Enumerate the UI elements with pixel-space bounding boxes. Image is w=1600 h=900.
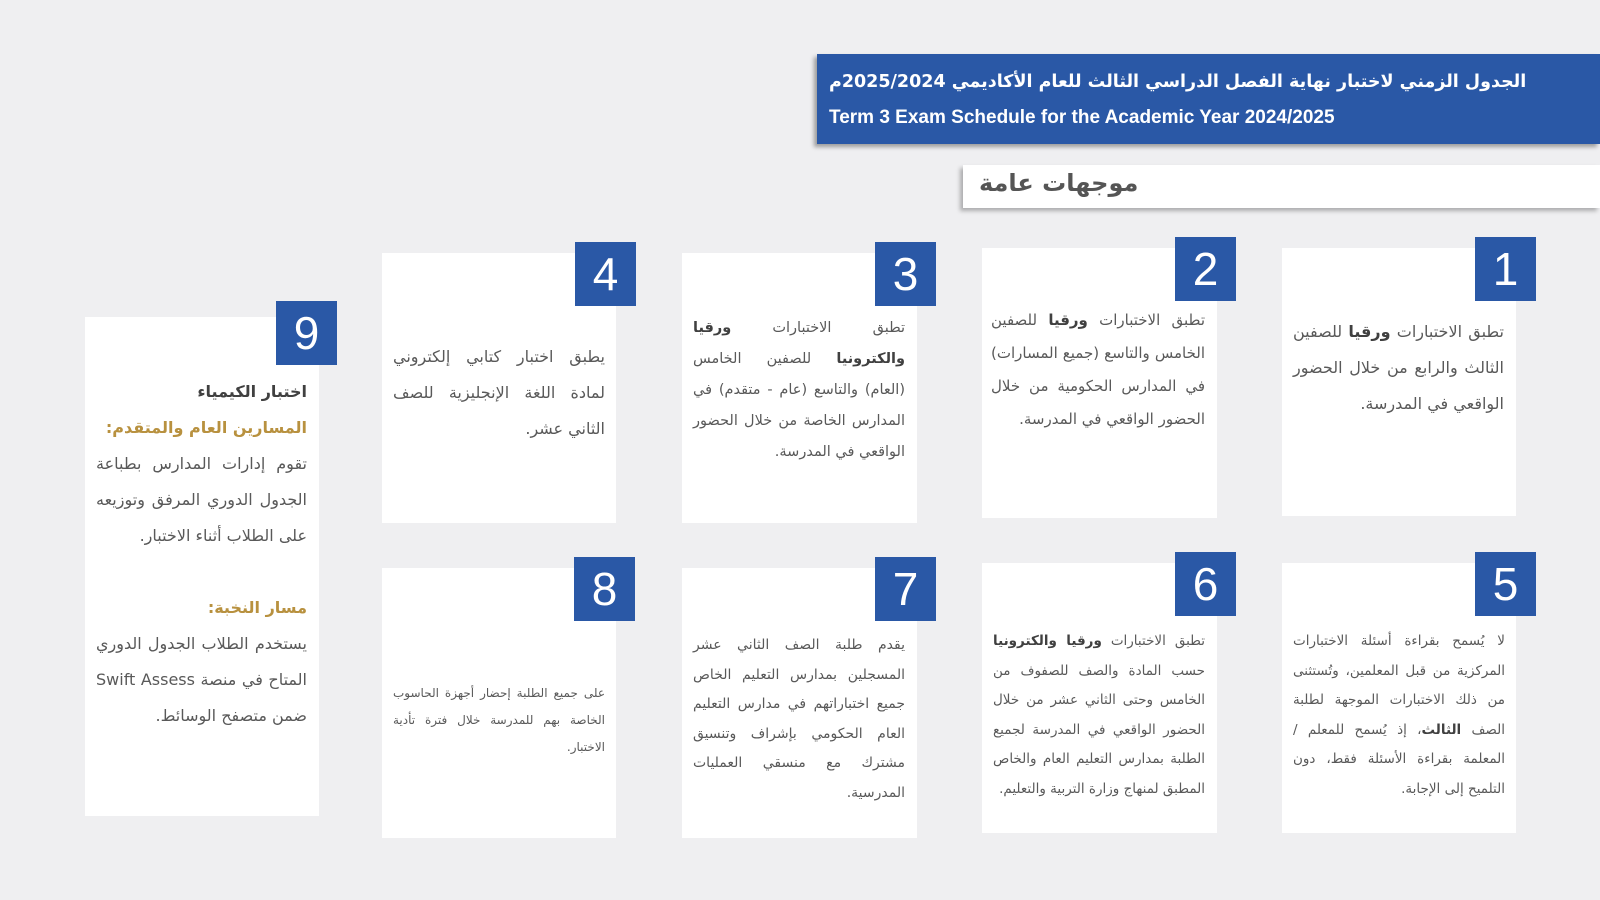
card-9-paragraph-1: تقوم إدارات المدارس بطباعة الجدول الدوري المرفق وتوزيعه على الطلاب أثناء الاختبار. (96, 454, 307, 545)
card-5-bold: الثالث (1421, 721, 1462, 738)
card-1-text-b: للصفين الثالث والرابع من خلال الحضور الواقعي في المدرسة. (1293, 322, 1504, 413)
title-banner (817, 54, 1600, 144)
card-6-text-b: حسب المادة والصف للصفوف من الخامس وحتى الثاني عشر من خلال الحضور الواقعي في المدرسة لجميع الطلبة بمدارس التعليم العام والخاص المطبق لمنهاج وزارة التربية والتعليم. (993, 662, 1205, 797)
card-text-8 (393, 680, 605, 761)
card-3-text-a: تطبق الاختبارات (731, 320, 905, 336)
card-number-8: 8 (574, 557, 635, 621)
card-8-text: على جميع الطلبة إحضار أجهزة الحاسوب الخاصة بهم للمدرسة خلال فترة تأدية الاختبار. (393, 686, 605, 754)
card-number-2: 2 (1175, 237, 1236, 301)
card-number-1: 1 (1475, 237, 1536, 301)
card-number-6: 6 (1175, 552, 1236, 616)
card-9-heading: اختبار الكيمياء (197, 382, 307, 401)
card-9-subheading-general: المسارين العام والمتقدم: (105, 418, 307, 437)
card-text-3 (693, 313, 905, 468)
card-5-text-b: ، إذ يُسمح للمعلم / المعلمة بقراءة الأسئلة فقط، دون التلميح إلى الإجابة. (1293, 721, 1505, 797)
card-2-text-b: للصفين الخامس والتاسع (جميع المسارات) في المدارس الحكومية من خلال الحضور الواقعي في المدرسة. (991, 311, 1205, 428)
card-1-bold: ورقيا (1348, 322, 1391, 341)
card-text-6 (993, 627, 1205, 804)
card-9-subheading-elite: مسار النخبة: (207, 598, 307, 617)
section-heading: موجهات عامة (979, 169, 1139, 197)
card-9-spacer (96, 554, 307, 590)
card-number-9: 9 (276, 301, 337, 365)
card-7-text: يقدم طلبة الصف الثاني عشر المسجلين بمدارس التعليم الخاص جميع اختباراتهم في مدارس التعليم العام الحكومي بإشراف وتنسيق مشترك مع منسقي العمليات المدرسية. (693, 637, 905, 801)
card-text-4 (393, 339, 605, 447)
card-number-4: 4 (575, 242, 636, 306)
title-arabic: الجدول الزمني لاختبار نهاية الفصل الدراسي الثالث للعام الأكاديمي 2025/2024م (829, 72, 1527, 92)
title-english: Term 3 Exam Schedule for the Academic Year 2024/2025 (829, 107, 1335, 128)
card-6-text-a: تطبق الاختبارات (1101, 633, 1205, 649)
card-3-bold: ورقيا والكترونيا (693, 320, 905, 367)
card-5-text-a: لا يُسمح بقراءة أسئلة الاختبارات المركزية من قبل المعلمين، وتُستثنى من ذلك الاختبارات الموجهة لطلبة الصف (1293, 633, 1505, 738)
card-text-2 (991, 304, 1205, 436)
card-text-7 (693, 631, 905, 808)
card-2-text-a: تطبق الاختبارات (1087, 311, 1205, 329)
card-number-5: 5 (1475, 552, 1536, 616)
section-heading-box (963, 165, 1600, 208)
card-2-bold: ورقيا (1048, 311, 1088, 329)
card-3-text-b: للصفين الخامس (العام) والتاسع (عام - متقدم) في المدارس الخاصة من خلال الحضور الواقعي في المدرسة. (693, 351, 905, 460)
card-number-3: 3 (875, 242, 936, 306)
card-text-9 (96, 374, 307, 734)
card-1-text-a: تطبق الاختبارات (1390, 322, 1505, 341)
card-6-bold: ورقيا والكترونيا (993, 633, 1102, 649)
card-text-5 (1293, 627, 1505, 804)
card-number-7: 7 (875, 557, 936, 621)
card-4-text: يطبق اختبار كتابي إلكتروني لمادة اللغة الإنجليزية للصف الثاني عشر. (393, 347, 605, 438)
card-9-paragraph-2: يستخدم الطلاب الجدول الدوري المتاح في منصة Swift Assess ضمن متصفح الوسائط. (96, 634, 308, 725)
card-text-1 (1293, 314, 1504, 422)
